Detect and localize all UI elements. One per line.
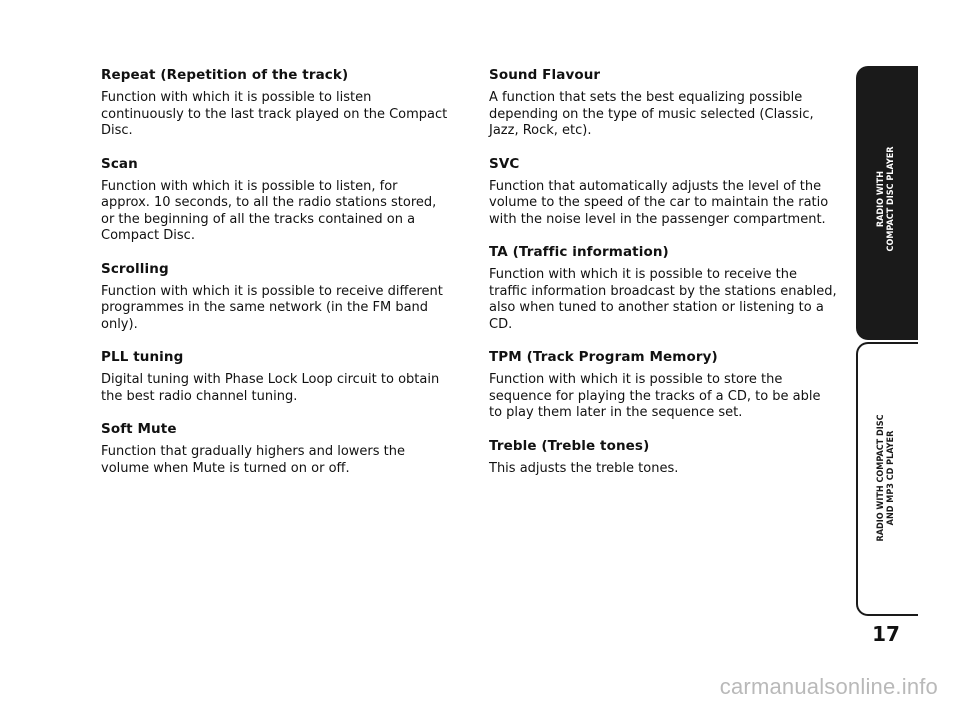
entry-term: PLL tuning xyxy=(101,349,184,365)
section-tab-radio-cd-mp3-label xyxy=(876,388,898,568)
entry-term: Repeat (Repetition of the track) xyxy=(101,67,349,83)
tab-label-line-1: RADIO WITH xyxy=(876,170,886,228)
left-column xyxy=(101,66,449,492)
entry-definition: Function with which it is possible to store the sequence for playing the tracks of a CD, to be able to play them later in the sequence set. xyxy=(489,372,821,420)
tab-label-line-2: AND MP3 CD PLAYER xyxy=(886,430,896,526)
entry-definition: A function that sets the best equalizing possible depending on the type of music selected (Classic, Jazz, Rock, etc). xyxy=(489,90,814,138)
tab-label-line-1: RADIO WITH COMPACT DISC xyxy=(876,414,886,542)
entry-definition: This adjusts the treble tones. xyxy=(489,460,679,476)
entry-term: TA (Traffic information) xyxy=(489,244,669,260)
entry-term: Sound Flavour xyxy=(489,67,601,83)
glossary-entry-treble xyxy=(489,437,837,478)
entry-term: TPM (Track Program Memory) xyxy=(489,349,718,365)
entry-term: Treble (Treble tones) xyxy=(489,437,650,454)
entry-term: SVC xyxy=(489,155,520,172)
glossary-entry-repeat xyxy=(101,66,449,140)
glossary-entry-pll-tuning xyxy=(101,348,449,405)
entry-definition: Function that automatically adjusts the level of the volume to the speed of the car to maintain the ratio with the noise level in the passenger compartment. xyxy=(489,178,829,227)
page-number: 17 xyxy=(872,622,900,646)
glossary-entry-svc xyxy=(489,155,837,229)
entry-definition: Function with which it is possible to listen continuously to the last track played on the Compact Disc. xyxy=(101,90,448,138)
entry-term: Scrolling xyxy=(101,260,169,277)
entry-definition: Function that gradually highers and lowers the volume when Mute is turned on or off. xyxy=(101,444,405,476)
watermark: carmanualsonline.info xyxy=(719,674,938,699)
entry-definition: Function with which it is possible to listen, for approx. 10 seconds, to all the radio stations stored, or the beginning of all the tracks contained on a Compact Disc. xyxy=(101,178,437,243)
glossary-entry-ta xyxy=(489,243,837,333)
glossary-entry-soft-mute xyxy=(101,420,449,477)
glossary-entry-sound-flavour xyxy=(489,66,837,140)
entry-definition: Function with which it is possible to receive different programmes in the same network (in the FM band only). xyxy=(101,283,443,332)
glossary-entry-tpm xyxy=(489,348,837,422)
entry-definition: Function with which it is possible to receive the traffic information broadcast by the stations enabled, also when tuned to another station or listening to a CD. xyxy=(489,267,837,332)
right-column xyxy=(489,66,837,492)
entry-definition: Digital tuning with Phase Lock Loop circuit to obtain the best radio channel tuning. xyxy=(101,372,440,404)
section-tab-radio-cd-label xyxy=(876,109,898,289)
entry-term: Scan xyxy=(101,155,138,172)
glossary-entry-scrolling xyxy=(101,260,449,334)
glossary-entry-scan xyxy=(101,155,449,245)
tab-label-line-2: COMPACT DISC PLAYER xyxy=(886,146,896,252)
entry-term: Soft Mute xyxy=(101,421,177,437)
